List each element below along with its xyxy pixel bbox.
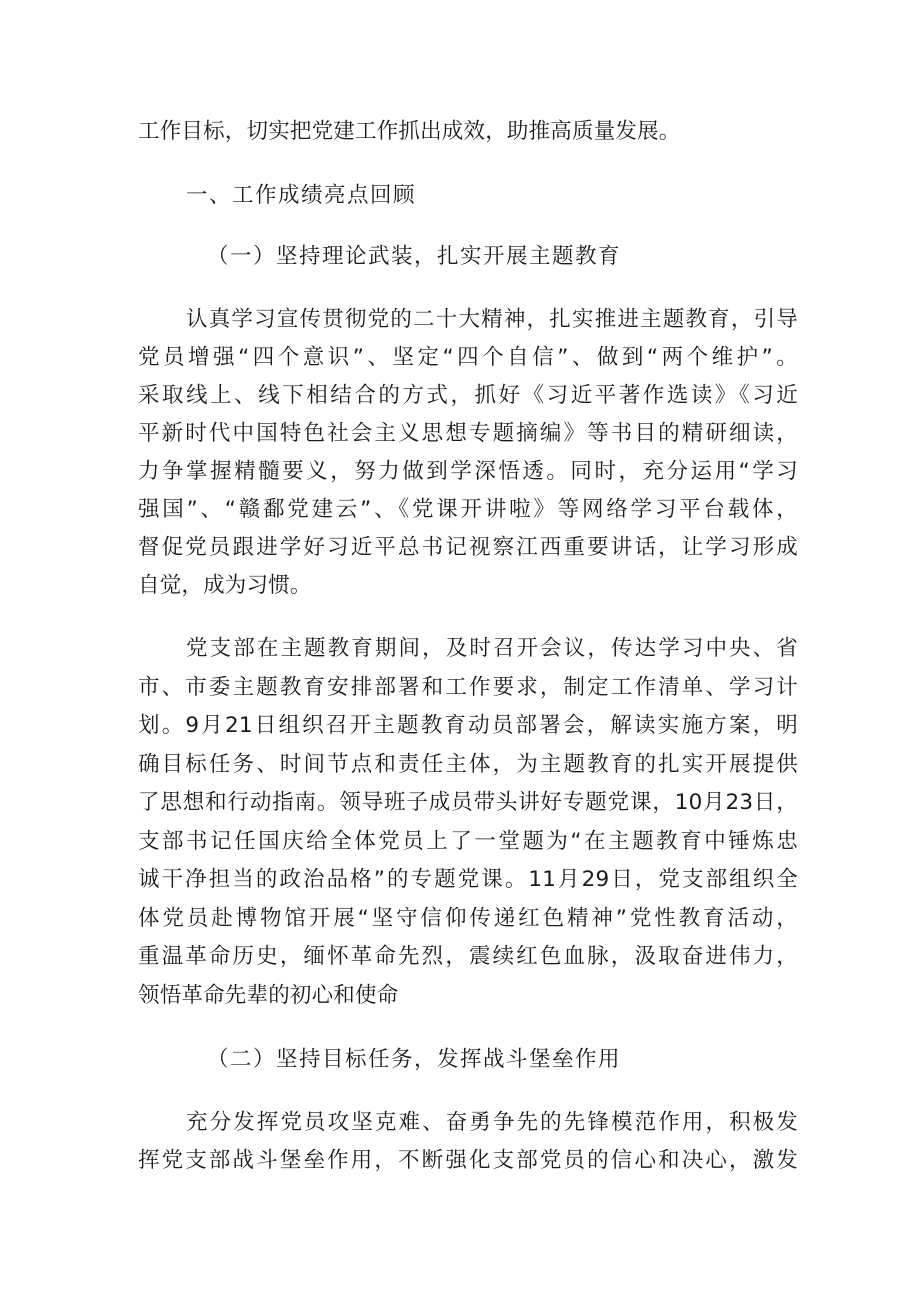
paragraph-2-line: 划。9月21日组织召开主题教育动员部署会，解读实施方案，明 (138, 713, 798, 738)
paragraph-2-line: 确目标任务、时间节点和责任主体，为主题教育的扎实开展提供 (138, 752, 798, 777)
section-one-heading: 一、工作成绩亮点回顾 (186, 183, 417, 208)
paragraph-2-line: 了思想和行动指南。领导班子成员带头讲好专题党课，10月23日， (138, 790, 798, 815)
intro-tail-line: 工作目标，切实把党建工作抓出成效，助推高质量发展。 (138, 119, 681, 144)
paragraph-1-line: 督促党员跟进学好习近平总书记视察江西重要讲话，让学习形成 (138, 535, 798, 560)
subsection-two-heading: （二）坚持目标任务，发挥战斗堡垒作用 (207, 1047, 622, 1072)
paragraph-2-line: 重温革命历史，缅怀革命先烈，震续红色血脉，汲取奋进伟力， (138, 944, 798, 969)
paragraph-1-line: 力争掌握精髓要义，努力做到学深悟透。同时，充分运用“学习 (138, 459, 798, 484)
paragraph-3-line: 充分发挥党员攻坚克难、奋勇争先的先锋模范作用，积极发 (186, 1110, 798, 1135)
paragraph-1-line: 自觉，成为习惯。 (138, 573, 312, 598)
paragraph-2-line: 市、市委主题教育安排部署和工作要求，制定工作清单、学习计 (138, 675, 798, 700)
paragraph-1-line: 认真学习宣传贯彻党的二十大精神，扎实推进主题教育，引导 (186, 307, 798, 332)
paragraph-3-line: 挥党支部战斗堡垒作用，不断强化支部党员的信心和决心，激发 (138, 1148, 798, 1173)
paragraph-2-line: 体党员赴博物馆开展“坚守信仰传递红色精神”党性教育活动， (138, 906, 798, 931)
paragraph-2-line: 领悟革命先辈的初心和使命 (138, 983, 399, 1008)
subsection-one-heading: （一）坚持理论武装，扎实开展主题教育 (207, 244, 622, 269)
paragraph-1-line: 党员增强“四个意识”、坚定“四个自信”、做到“两个维护”。 (138, 345, 798, 370)
paragraph-2-line: 党支部在主题教育期间，及时召开会议，传达学习中央、省 (186, 636, 798, 661)
paragraph-2-line: 诚干净担当的政治品格”的专题党课。11月29日，党支部组织全 (138, 867, 798, 892)
paragraph-2-line: 支部书记任国庆给全体党员上了一堂题为“在主题教育中锤炼忠 (138, 829, 798, 854)
paragraph-1-line: 强国”、“赣鄱党建云”、《党课开讲啦》等网络学习平台载体， (138, 497, 798, 522)
paragraph-1-line: 采取线上、线下相结合的方式，抓好《习近平著作选读》《习近 (138, 383, 798, 408)
paragraph-1-line: 平新时代中国特色社会主义思想专题摘编》等书目的精研细读， (138, 421, 798, 446)
